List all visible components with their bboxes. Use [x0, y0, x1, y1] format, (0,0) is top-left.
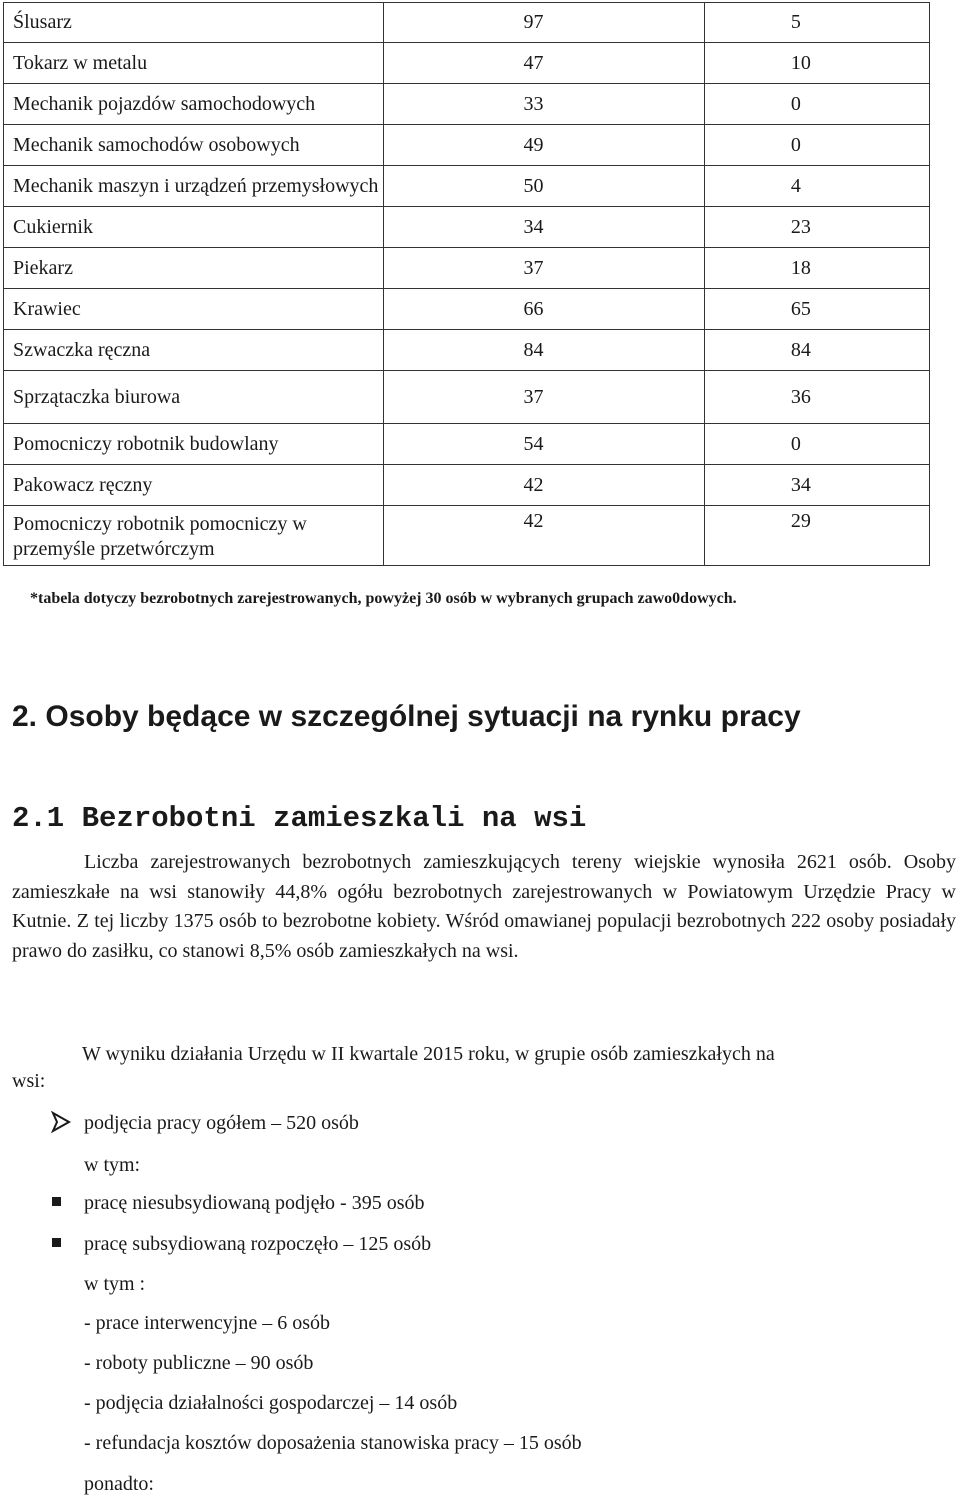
paragraph-quarter-results: W wyniku działania Urzędu w II kwartale 2015 roku, w grupie osób zamieszkałych na: [82, 1043, 775, 1065]
occupation-cell: Szwaczka ręczna: [4, 330, 384, 371]
square-bullet-icon: [52, 1197, 61, 1206]
value-cell-b: 36: [704, 371, 929, 424]
value-cell-b: 34: [704, 465, 929, 506]
list-closing-label: ponadto:: [84, 1473, 154, 1495]
occupation-cell: Mechanik samochodów osobowych: [4, 125, 384, 166]
value-cell-b: 4: [704, 166, 929, 207]
subsection-heading: 2.1 Bezrobotni zamieszkali na wsi: [12, 802, 587, 835]
table-row: [4, 84, 930, 125]
occupations-table: [3, 2, 930, 566]
value-cell-a: 47: [384, 43, 704, 84]
list-sub-label: w tym :: [84, 1273, 146, 1295]
table-row: [4, 371, 930, 424]
table-row: [4, 3, 930, 43]
table-row: [4, 289, 930, 330]
table-footnote: *tabela dotyczy bezrobotnych zarejestrowanych, powyżej 30 osób w wybranych grupach zawo0dowych.: [30, 590, 737, 607]
list-item-total: podjęcia pracy ogółem – 520 osób: [84, 1112, 359, 1134]
value-cell-b: 29: [704, 506, 929, 566]
list-sub-label: w tym:: [84, 1154, 141, 1176]
value-cell-b: 65: [704, 289, 929, 330]
table-row: [4, 465, 930, 506]
table-row: [4, 125, 930, 166]
value-cell-b: 84: [704, 330, 929, 371]
list-detail-item: - roboty publiczne – 90 osób: [84, 1352, 314, 1374]
occupation-cell: Cukiernik: [4, 207, 384, 248]
section-heading: 2. Osoby będące w szczególnej sytuacji na rynku pracy: [12, 700, 801, 733]
value-cell-b: 0: [704, 84, 929, 125]
value-cell-b: 0: [704, 424, 929, 465]
value-cell-a: 54: [384, 424, 704, 465]
list-detail-item: - podjęcia działalności gospodarczej – 14 osób: [84, 1392, 458, 1414]
occupation-cell: Mechanik pojazdów samochodowych: [4, 84, 384, 125]
value-cell-a: 37: [384, 371, 704, 424]
value-cell-b: 0: [704, 125, 929, 166]
value-cell-a: 37: [384, 248, 704, 289]
value-cell-b: 18: [704, 248, 929, 289]
paragraph-rural-unemployed: Liczba zarejestrowanych bezrobotnych zamieszkujących tereny wiejskie wynosiła 2621 osób. Osoby zamieszkałe na wsi stanowiły 44,8% ogółu bezrobotnych zarejestrowanych w Powiatowym Urzędzie Pracy w Kutnie. Z tej liczby 1375 osób to bezrobotne kobiety. Wśród omawianej populacji bezrobotnych 222 osoby posiadały prawo do zasiłku, co stanowi 8,5% osób zamieszkałych na wsi.: [12, 851, 956, 962]
table-row: [4, 207, 930, 248]
value-cell-a: 50: [384, 166, 704, 207]
value-cell-a: 42: [384, 465, 704, 506]
arrow-bullet-icon: [50, 1111, 72, 1139]
table-row: [4, 330, 930, 371]
list-item-unsubsidized: pracę niesubsydiowaną podjęło - 395 osób: [84, 1192, 425, 1214]
table-row: [4, 43, 930, 84]
value-cell-a: 49: [384, 125, 704, 166]
table-row: [4, 506, 930, 566]
table-row: [4, 166, 930, 207]
value-cell-a: 97: [384, 3, 704, 43]
list-item-subsidized: pracę subsydiowaną rozpoczęło – 125 osób: [84, 1233, 432, 1255]
occupation-cell: Piekarz: [4, 248, 384, 289]
occupation-cell: Ślusarz: [4, 3, 384, 43]
square-bullet-icon: [52, 1238, 61, 1247]
occupation-cell: Mechanik maszyn i urządzeń przemysłowych: [4, 166, 384, 207]
value-cell-b: 10: [704, 43, 929, 84]
value-cell-b: 5: [704, 3, 929, 43]
paragraph-quarter-tail: wsi:: [12, 1070, 46, 1092]
value-cell-b: 23: [704, 207, 929, 248]
occupation-cell: Tokarz w metalu: [4, 43, 384, 84]
occupation-cell: Pomocniczy robotnik pomocniczy w przemyśle przetwórczym: [4, 506, 384, 566]
value-cell-a: 34: [384, 207, 704, 248]
occupation-cell: Sprzątaczka biurowa: [4, 371, 384, 424]
occupation-cell: Krawiec: [4, 289, 384, 330]
table-row: [4, 248, 930, 289]
value-cell-a: 33: [384, 84, 704, 125]
value-cell-a: 66: [384, 289, 704, 330]
list-detail-item: - refundacja kosztów doposażenia stanowiska pracy – 15 osób: [84, 1432, 582, 1454]
table-row: [4, 424, 930, 465]
occupation-cell: Pomocniczy robotnik budowlany: [4, 424, 384, 465]
value-cell-a: 84: [384, 330, 704, 371]
occupation-cell: Pakowacz ręczny: [4, 465, 384, 506]
value-cell-a: 42: [384, 506, 704, 566]
list-detail-item: - prace interwencyjne – 6 osób: [84, 1312, 331, 1334]
